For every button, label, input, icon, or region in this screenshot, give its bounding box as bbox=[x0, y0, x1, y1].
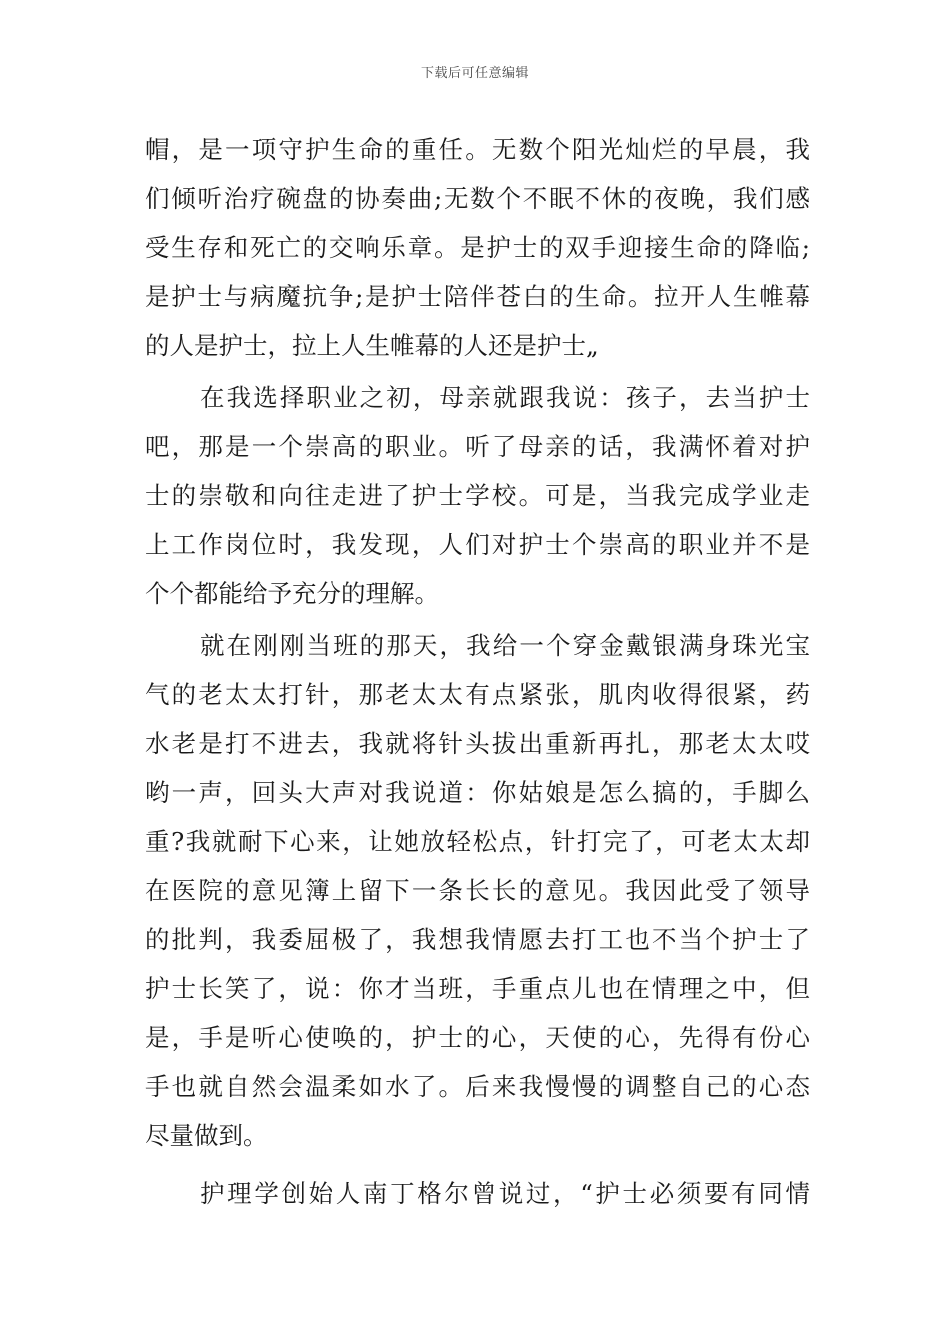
body-line: 是护士与病魔抗争;是护士陪伴苍白的生命。拉开人生帷幕 bbox=[145, 282, 810, 311]
body-line: 护士长笑了，说：你才当班，手重点儿也在情理之中，但 bbox=[145, 974, 810, 1003]
body-line: 帽，是一项守护生命的重任。无数个阳光灿烂的早晨，我 bbox=[145, 135, 810, 164]
body-line: 个个都能给予充分的理解。 bbox=[145, 579, 439, 608]
body-line: 上工作岗位时，我发现，人们对护士个崇高的职业并不是 bbox=[145, 530, 810, 559]
body-line: 们倾听治疗碗盘的协奏曲;无数个不眠不休的夜晚，我们感 bbox=[145, 184, 810, 213]
body-line: 是，手是听心使唤的，护士的心，天使的心，先得有份心 bbox=[145, 1023, 810, 1052]
body-line: 士的崇敬和向往走进了护士学校。可是，当我完成学业走 bbox=[145, 481, 810, 510]
body-line: 受生存和死亡的交响乐章。是护士的双手迎接生命的降临; bbox=[145, 233, 810, 262]
body-line: 手也就自然会温柔如水了。后来我慢慢的调整自己的心态 bbox=[145, 1072, 810, 1101]
body-line: 气的老太太打针，那老太太有点紧张，肌肉收得很紧，药 bbox=[145, 680, 810, 709]
body-line: 水老是打不进去，我就将针头拔出重新再扎，那老太太哎 bbox=[145, 729, 810, 758]
body-line: 在医院的意见簿上留下一条长长的意见。我因此受了领导 bbox=[145, 876, 810, 905]
body-line: 的人是护士，拉上人生帷幕的人还是护士„ bbox=[145, 331, 599, 360]
body-line: 的批判，我委屈极了，我想我情愿去打工也不当个护士了 bbox=[145, 925, 810, 954]
paragraph-start-line: 在我选择职业之初，母亲就跟我说：孩子，去当护士 bbox=[200, 383, 810, 412]
body-line: 哟一声，回头大声对我说道：你姑娘是怎么搞的，手脚么 bbox=[145, 778, 810, 807]
body-line: 吧，那是一个崇高的职业。听了母亲的话，我满怀着对护 bbox=[145, 432, 810, 461]
body-line: 重?我就耐下心来，让她放轻松点，针打完了，可老太太却 bbox=[145, 827, 810, 856]
paragraph-start-line: 就在刚刚当班的那天，我给一个穿金戴银满身珠光宝 bbox=[200, 631, 810, 660]
body-line: 尽量做到。 bbox=[145, 1121, 268, 1150]
page-header: 下载后可任意编辑 bbox=[420, 66, 529, 81]
paragraph-start-line: 护理学创始人南丁格尔曾说过，“护士必须要有同情 bbox=[200, 1179, 810, 1208]
